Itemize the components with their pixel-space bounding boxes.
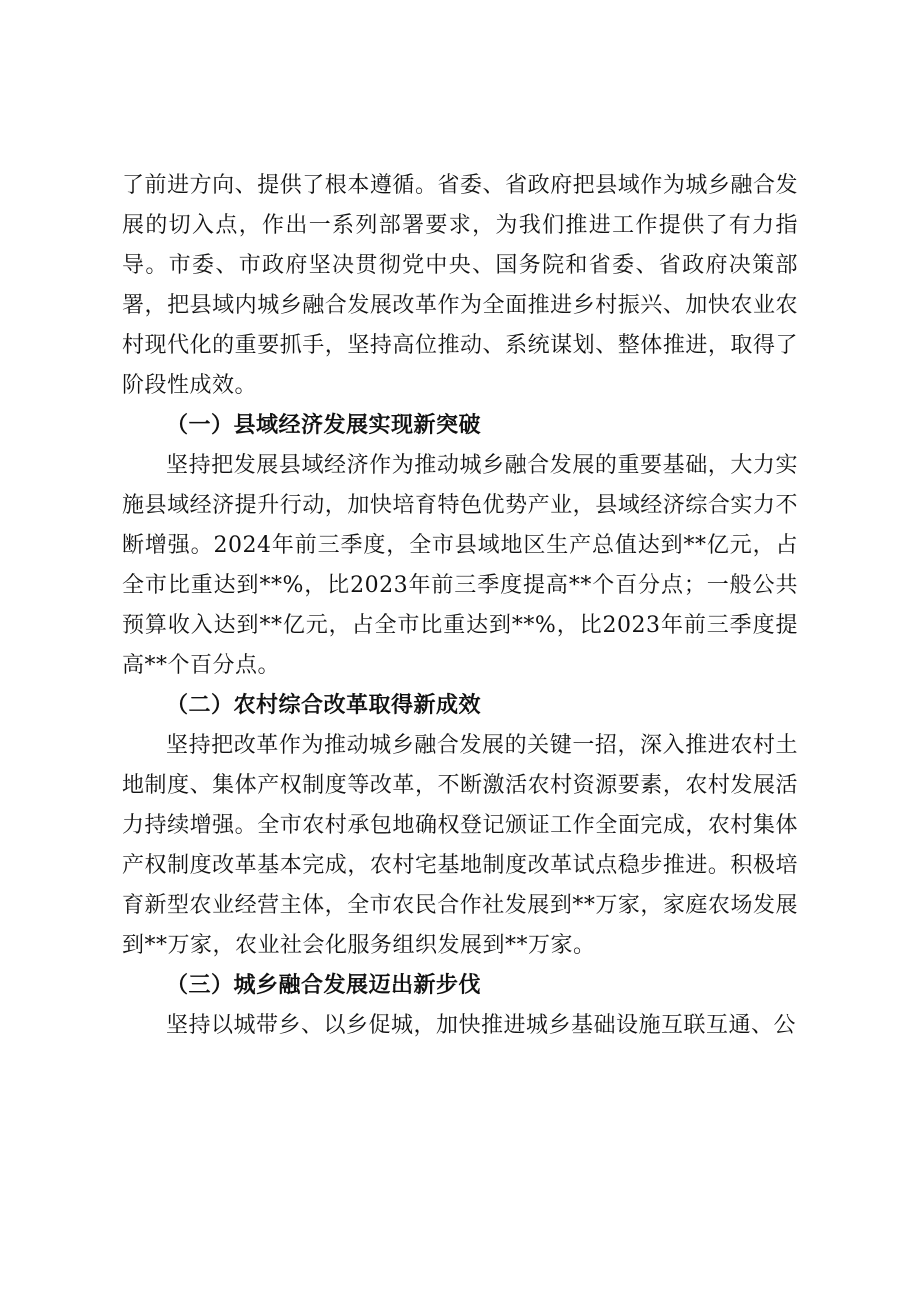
section-heading-2: （二）农村综合改革取得新成效 <box>166 693 482 718</box>
paragraph-rural-reform: 坚持把改革作为推动城乡融合发展的关键一招，深入推进农村土地制度、集体产权制度等改革，不断激活农村资源要素，农村发展活力持续增强。全市农村承包地确权登记颁证工作全面完成，农村集体产权制度改革基本完成，农村宅基地制度改革试点稳步推进。积极培育新型农业经营主体，全市农民合作社发展到**万家，家庭农场发展到**万家，农业社会化服务组织发展到**万家。 <box>122 733 798 958</box>
paragraph-county-economy: 坚持把发展县域经济作为推动城乡融合发展的重要基础，大力实施县域经济提升行动，加快培育特色优势产业，县域经济综合实力不断增强。2024年前三季度，全市县域地区生产总值达到**亿元，占全市比重达到**%，比2023年前三季度提高**个百分点；一般公共预算收入达到**亿元，占全市比重达到**%，比2023年前三季度提高**个百分点。 <box>122 453 798 678</box>
paragraph-urban-rural-integration: 坚持以城带乡、以乡促城，加快推进城乡基础设施互联互通、公 <box>166 1013 797 1038</box>
section-heading-1: （一）县域经济发展实现新突破 <box>166 413 482 438</box>
document-body <box>122 166 798 1046</box>
paragraph-intro: 了前进方向、提供了根本遵循。省委、省政府把县域作为城乡融合发展的切入点，作出一系列部署要求，为我们推进工作提供了有力指导。市委、市政府坚决贯彻党中央、国务院和省委、省政府决策部署，把县域内城乡融合发展改革作为全面推进乡村振兴、加快农业农村现代化的重要抓手，坚持高位推动、系统谋划、整体推进，取得了阶段性成效。 <box>122 173 798 398</box>
section-heading-3: （三）城乡融合发展迈出新步伐 <box>166 973 482 998</box>
